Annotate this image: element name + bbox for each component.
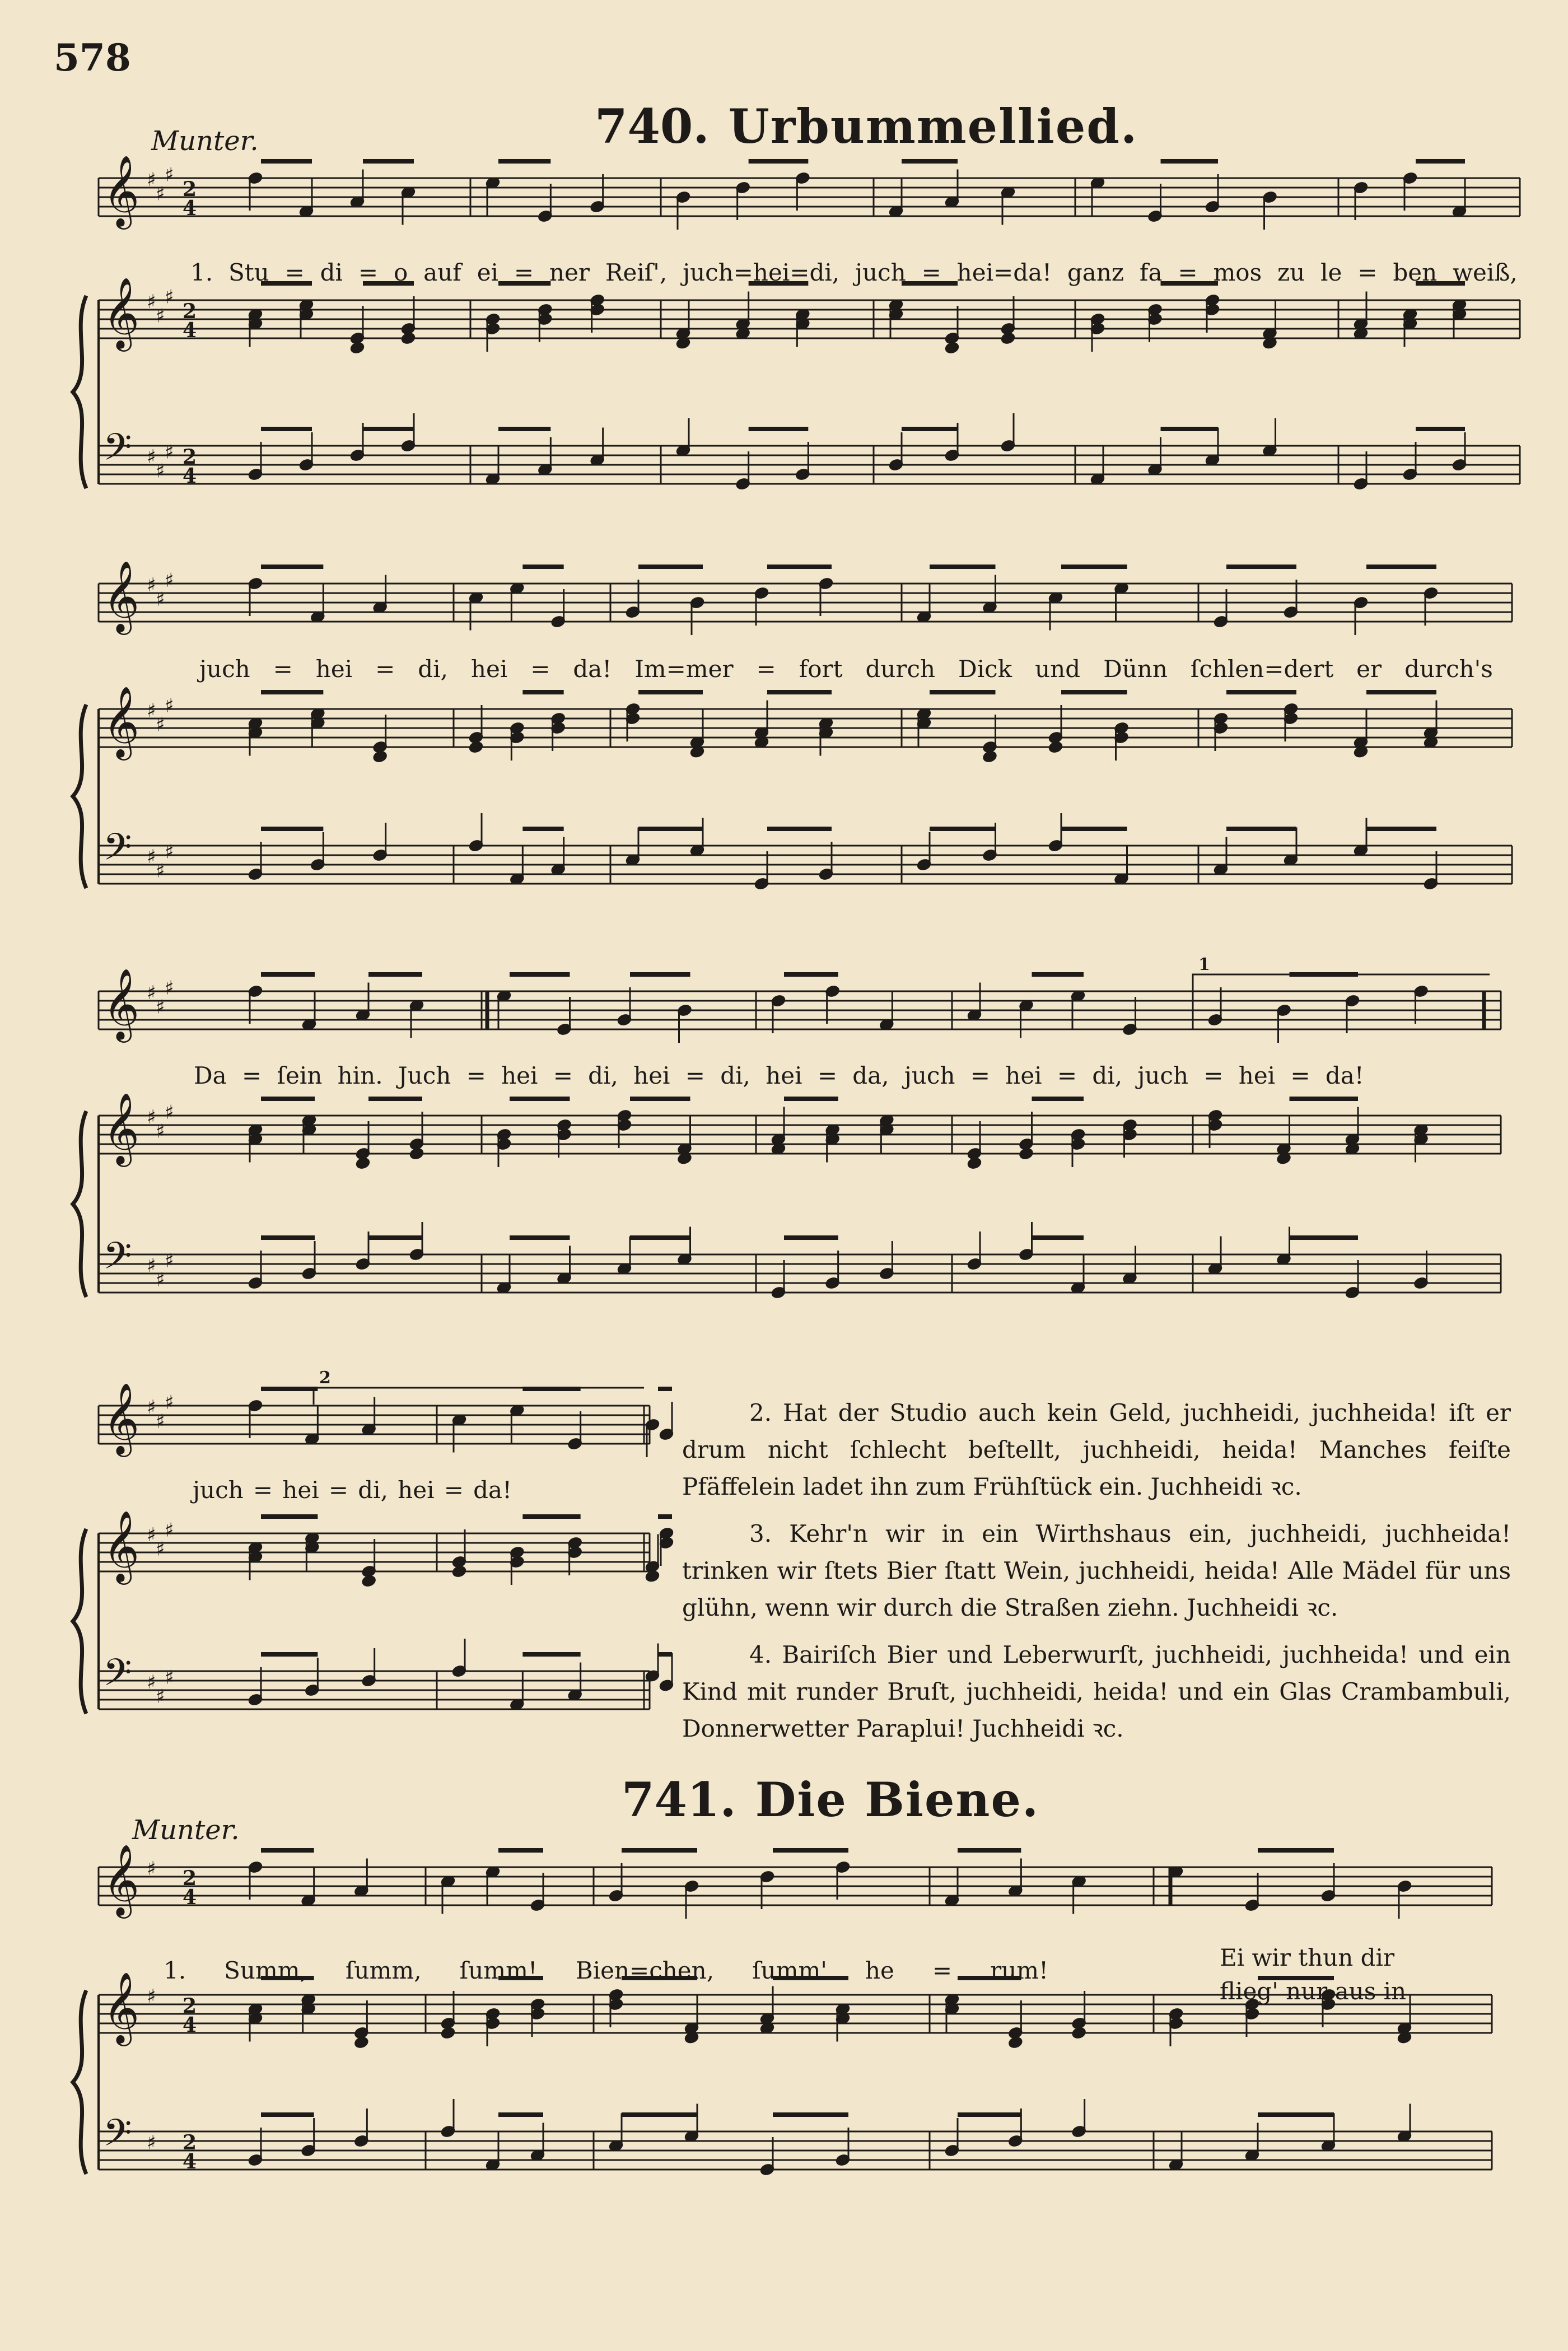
lyric-740-2-syllable: =: [530, 655, 550, 683]
lyric-740-3-syllable: =: [685, 1062, 705, 1089]
lyric-740-3-syllable: hei: [501, 1062, 538, 1089]
lyric-741-syllable: Bien=chen,: [575, 1957, 715, 1984]
lyric-740-2-syllable: fort: [799, 655, 843, 683]
lyric-740-4-syllable: =: [328, 1476, 349, 1504]
notehead: [945, 342, 959, 354]
verse-4: 4. Bairiſch Bier und Leberwurſt, juchheidi, juchheida! und ein Kind mit runder Bruſt, juchheidi, heida! und ein Glas Crambambuli, Donnerwetter Paraplui! Juchheidi ꝛc.: [682, 1641, 1511, 1742]
treble-clef-icon: 𝄞: [103, 1092, 140, 1164]
sharp-icon: ♯: [165, 1249, 174, 1272]
time-signature-top: 2: [183, 178, 197, 201]
lyric-741-syllable: Summ,: [224, 1957, 307, 1984]
lyric-740-3-syllable: =: [1290, 1062, 1310, 1089]
lyric-740-3-syllable: =: [1057, 1062, 1077, 1089]
lyric-740-1-syllable: hei=da!: [956, 259, 1052, 286]
sharp-icon: ♯: [165, 1519, 174, 1542]
sharp-icon: ♯: [165, 164, 174, 186]
song-number-740: 740.: [595, 99, 710, 154]
lyric-740-2-syllable: =: [756, 655, 776, 683]
lyric-740-3-syllable: hei: [633, 1062, 670, 1089]
bass-clef-icon: 𝄢: [103, 426, 132, 478]
piano-brace: [73, 1111, 86, 1297]
treble-clef-icon: 𝄞: [103, 560, 140, 632]
sharp-icon: ♯: [147, 982, 156, 1004]
time-signature-bottom: 4: [183, 464, 197, 488]
lyric-740-3-syllable: di,: [720, 1062, 750, 1089]
lyric-740-1-syllable: ben: [1393, 259, 1438, 286]
sharp-icon: ♯: [156, 588, 165, 611]
time-signature-bottom: 4: [183, 197, 197, 220]
lyric-740-2-syllable: er: [1356, 655, 1382, 683]
tempo-marking-741: Munter.: [132, 1814, 240, 1846]
lyric-740-3-syllable: =: [553, 1062, 573, 1089]
lyric-740-4-syllable: hei: [282, 1476, 319, 1504]
notehead: [452, 1565, 466, 1578]
song-number-741: 741.: [622, 1772, 736, 1827]
lyric-740-3-syllable: Da: [194, 1062, 227, 1089]
lyric-740-1-syllable: =: [1178, 259, 1198, 286]
lyric-740-1-syllable: fa: [1139, 259, 1163, 286]
sharp-icon: ♯: [165, 1101, 174, 1124]
sharp-icon: ♯: [165, 569, 174, 592]
treble-clef-icon: 𝄞: [103, 1844, 140, 1915]
treble-clef-icon: 𝄞: [103, 1510, 140, 1582]
lyric-740-1-syllable: Reiſ',: [605, 259, 668, 286]
lyric-740-1-syllable: Stu: [228, 259, 269, 286]
piano-brace: [73, 296, 86, 488]
lyric-line-740-1: [190, 259, 1518, 286]
lyric-740-2-syllable: Dick: [958, 655, 1012, 683]
lyric-740-3-syllable: ſein: [277, 1062, 323, 1089]
lyric-740-1-syllable: ei: [477, 259, 498, 286]
lyric-740-1-syllable: juch: [855, 259, 906, 286]
lyric-741-syllable: rum!: [990, 1957, 1048, 1984]
verse-3: 3. Kehr'n wir in ein Wirthshaus ein, juchheidi, juchheida! trinken wir ſtets Bier ſtatt Wein, juchheidi, heida! Alle Mädel für uns glühn, wenn wir durch die Straßen ziehn. Juchheidi ꝛc.: [682, 1520, 1511, 1621]
lyric-740-3-syllable: Juch: [398, 1062, 451, 1089]
sharp-icon: ♯: [147, 291, 156, 313]
sharp-icon: ♯: [165, 841, 174, 864]
lyric-740-1-syllable: o: [393, 259, 408, 286]
notehead: [441, 2027, 455, 2040]
lyric-740-3-syllable: =: [1203, 1062, 1224, 1089]
lyric-740-2-syllable: durch: [865, 655, 936, 683]
treble-clef-icon: 𝄞: [103, 968, 140, 1039]
treble-clef-icon: 𝄞: [103, 277, 140, 348]
bass-clef-icon: 𝄢: [103, 2111, 132, 2163]
notehead: [1019, 1147, 1033, 1160]
sharp-icon: ♯: [156, 460, 165, 483]
notehead: [1001, 332, 1015, 345]
song-name-740: Urbummellied.: [728, 99, 1138, 154]
sharp-icon: ♯: [156, 1538, 165, 1561]
bass-clef-icon: 𝄢: [103, 1651, 132, 1703]
sharp-icon: ♯: [156, 1685, 165, 1708]
notehead: [409, 1147, 424, 1160]
treble-clef-icon: 𝄞: [103, 1382, 140, 1454]
lyric-740-1-syllable: juch=hei=di,: [683, 259, 840, 286]
lyric-740-2-syllable: =: [375, 655, 395, 683]
lyric-740-3-syllable: di,: [588, 1062, 618, 1089]
time-signature-bottom: 4: [183, 319, 197, 342]
lyric-740-3-syllable: juch: [1137, 1062, 1188, 1089]
volta-number: 1: [1198, 955, 1210, 974]
lyric-740-1-syllable: =: [1357, 259, 1378, 286]
lyric-740-1-syllable: zu: [1277, 259, 1305, 286]
volta-bracket: [1193, 974, 1490, 991]
time-signature-top: 2: [183, 300, 197, 323]
lyric-740-3-syllable: =: [466, 1062, 486, 1089]
piano-brace: [73, 1990, 86, 2174]
sharp-icon: ♯: [147, 1106, 156, 1128]
sharp-icon: ♯: [147, 1524, 156, 1546]
time-signature-top: 2: [183, 1867, 197, 1890]
verse-2: 2. Hat der Studio auch kein Geld, juchheidi, juchheida! iſt er drum nicht ſchlecht beſtellt, juchheidi, heida! Manches feiſte Pfäffelein ladet ihn zum Frühſtück ein. Juchheidi ꝛc.: [682, 1399, 1511, 1500]
notehead: [350, 342, 365, 354]
lyric-740-3-syllable: hei: [766, 1062, 802, 1089]
lyric-740-1-syllable: weiß,: [1453, 259, 1518, 286]
lyric-line-741-1: [164, 1957, 1048, 1984]
sharp-icon: ♯: [147, 574, 156, 596]
lyric-740-3-syllable: di,: [1092, 1062, 1123, 1089]
lyric-740-1-syllable: di: [320, 259, 343, 286]
lyric-740-2-syllable: ſchlen=dert: [1190, 655, 1334, 683]
sharp-icon: ♯: [165, 1666, 174, 1689]
lyric-740-3-syllable: juch: [904, 1062, 955, 1089]
lyric-740-1-syllable: =: [514, 259, 534, 286]
lyric-740-3-syllable: =: [970, 1062, 990, 1089]
lyric-740-3-syllable: da!: [1325, 1062, 1364, 1089]
lyric-740-1-syllable: 1.: [190, 259, 213, 286]
sharp-icon: ♯: [147, 169, 156, 191]
sharp-icon: ♯: [147, 1396, 156, 1419]
volta-number: 2: [319, 1368, 331, 1388]
lyric-740-3-syllable: =: [242, 1062, 262, 1089]
lyric-740-1-syllable: =: [284, 259, 305, 286]
treble-clef-icon: 𝄞: [103, 1971, 140, 2043]
lyric-brace-741: [1220, 1941, 1406, 2008]
sharp-icon: ♯: [165, 286, 174, 309]
lyric-740-3-syllable: hin.: [337, 1062, 383, 1089]
notehead: [356, 1157, 370, 1170]
lyric-740-1-syllable: ner: [549, 259, 590, 286]
sharp-icon: ♯: [156, 713, 165, 736]
notehead: [362, 1575, 376, 1588]
lyric-brace-line-1: Ei wir thun dir: [1220, 1944, 1395, 1971]
sharp-icon: ♯: [156, 1120, 165, 1143]
sharp-icon: ♯: [165, 977, 174, 1000]
lyric-brace-line-2: flieg' nur aus in: [1220, 1977, 1407, 2005]
lyric-740-4-syllable: di,: [358, 1476, 388, 1504]
sharp-icon: ♯: [156, 860, 165, 883]
time-signature-bottom: 4: [183, 2013, 197, 2037]
lyric-740-1-syllable: mos: [1213, 259, 1262, 286]
lyric-741-syllable: ſumm!: [459, 1957, 538, 1984]
lyric-740-2-syllable: hei: [315, 655, 353, 683]
treble-clef-icon: 𝄞: [103, 155, 140, 226]
lyric-741-syllable: ſumm,: [346, 1957, 422, 1984]
lyric-741-syllable: =: [932, 1957, 953, 1984]
lyric-740-2-syllable: da!: [573, 655, 612, 683]
sharp-icon: ♯: [147, 699, 156, 722]
verses-text-block: [682, 1394, 1511, 1757]
lyric-740-3-syllable: hei: [1238, 1062, 1276, 1089]
lyric-740-2-syllable: durch's: [1404, 655, 1493, 683]
volta-bracket: [314, 1388, 644, 1405]
sharp-icon: ♯: [165, 441, 174, 464]
lyric-741-syllable: 1.: [164, 1957, 186, 1984]
sharp-icon: ♯: [147, 1985, 156, 2008]
lyric-740-2-syllable: und: [1035, 655, 1081, 683]
notehead: [967, 1157, 982, 1170]
lyric-740-4-syllable: hei: [398, 1476, 435, 1504]
lyric-740-2-syllable: Dünn: [1103, 655, 1168, 683]
lyric-line-740-3: [194, 1062, 1364, 1089]
sharp-icon: ♯: [156, 1268, 165, 1291]
sharp-icon: ♯: [147, 1671, 156, 1694]
time-signature-bottom: 4: [183, 1886, 197, 1909]
piano-brace: [73, 705, 86, 888]
tempo-marking-740: Munter.: [151, 125, 259, 157]
time-signature-bottom: 4: [183, 2150, 197, 2173]
lyric-740-1-syllable: =: [358, 259, 379, 286]
time-signature-top: 2: [183, 445, 197, 469]
lyric-740-4-syllable: juch: [193, 1476, 244, 1504]
lyric-740-4-syllable: =: [253, 1476, 273, 1504]
notehead: [354, 2036, 368, 2049]
page-number: 578: [54, 36, 131, 80]
sharp-icon: ♯: [156, 183, 165, 206]
lyric-740-2-syllable: juch: [199, 655, 250, 683]
sharp-icon: ♯: [147, 1858, 156, 1880]
lyric-740-1-syllable: auf: [423, 259, 461, 286]
lyric-740-1-syllable: ganz: [1067, 259, 1124, 286]
sharp-icon: ♯: [165, 1391, 174, 1414]
notehead: [982, 750, 997, 763]
notehead: [373, 750, 388, 763]
sharp-icon: ♯: [156, 1410, 165, 1433]
lyric-741-syllable: ſumm': [752, 1957, 827, 1984]
bass-clef-icon: 𝄢: [103, 1234, 132, 1286]
sharp-icon: ♯: [147, 2131, 156, 2154]
notehead: [469, 741, 483, 754]
time-signature-top: 2: [183, 2131, 197, 2154]
lyric-740-1-syllable: =: [921, 259, 941, 286]
song-name-741: Die Biene.: [755, 1772, 1040, 1827]
sharp-icon: ♯: [156, 996, 165, 1019]
lyric-740-2-syllable: di,: [418, 655, 448, 683]
notehead: [1072, 2027, 1086, 2040]
sharp-icon: ♯: [165, 694, 174, 717]
lyric-741-syllable: he: [865, 1957, 894, 1984]
lyric-740-3-syllable: =: [817, 1062, 838, 1089]
lyric-740-4-syllable: =: [444, 1476, 464, 1504]
lyric-740-2-syllable: hei: [470, 655, 508, 683]
lyric-740-2-syllable: =: [273, 655, 293, 683]
sharp-icon: ♯: [147, 846, 156, 868]
lyric-740-1-syllable: le: [1320, 259, 1342, 286]
lyric-740-2-syllable: Im=mer: [634, 655, 734, 683]
lyric-line-740-4: [193, 1476, 512, 1504]
lyric-740-3-syllable: da,: [852, 1062, 889, 1089]
lyric-line-740-2: [199, 655, 1493, 683]
lyric-740-4-syllable: da!: [473, 1476, 512, 1504]
treble-clef-icon: 𝄞: [103, 685, 140, 757]
sharp-icon: ♯: [147, 446, 156, 468]
time-signature-top: 2: [183, 1994, 197, 2018]
lyric-740-3-syllable: hei: [1005, 1062, 1042, 1089]
notehead: [401, 332, 416, 345]
sharp-icon: ♯: [147, 1254, 156, 1277]
notehead: [1008, 2036, 1023, 2049]
notehead: [1048, 741, 1063, 754]
sharp-icon: ♯: [156, 305, 165, 328]
piano-brace: [73, 1529, 86, 1714]
bass-clef-icon: 𝄢: [103, 825, 132, 878]
